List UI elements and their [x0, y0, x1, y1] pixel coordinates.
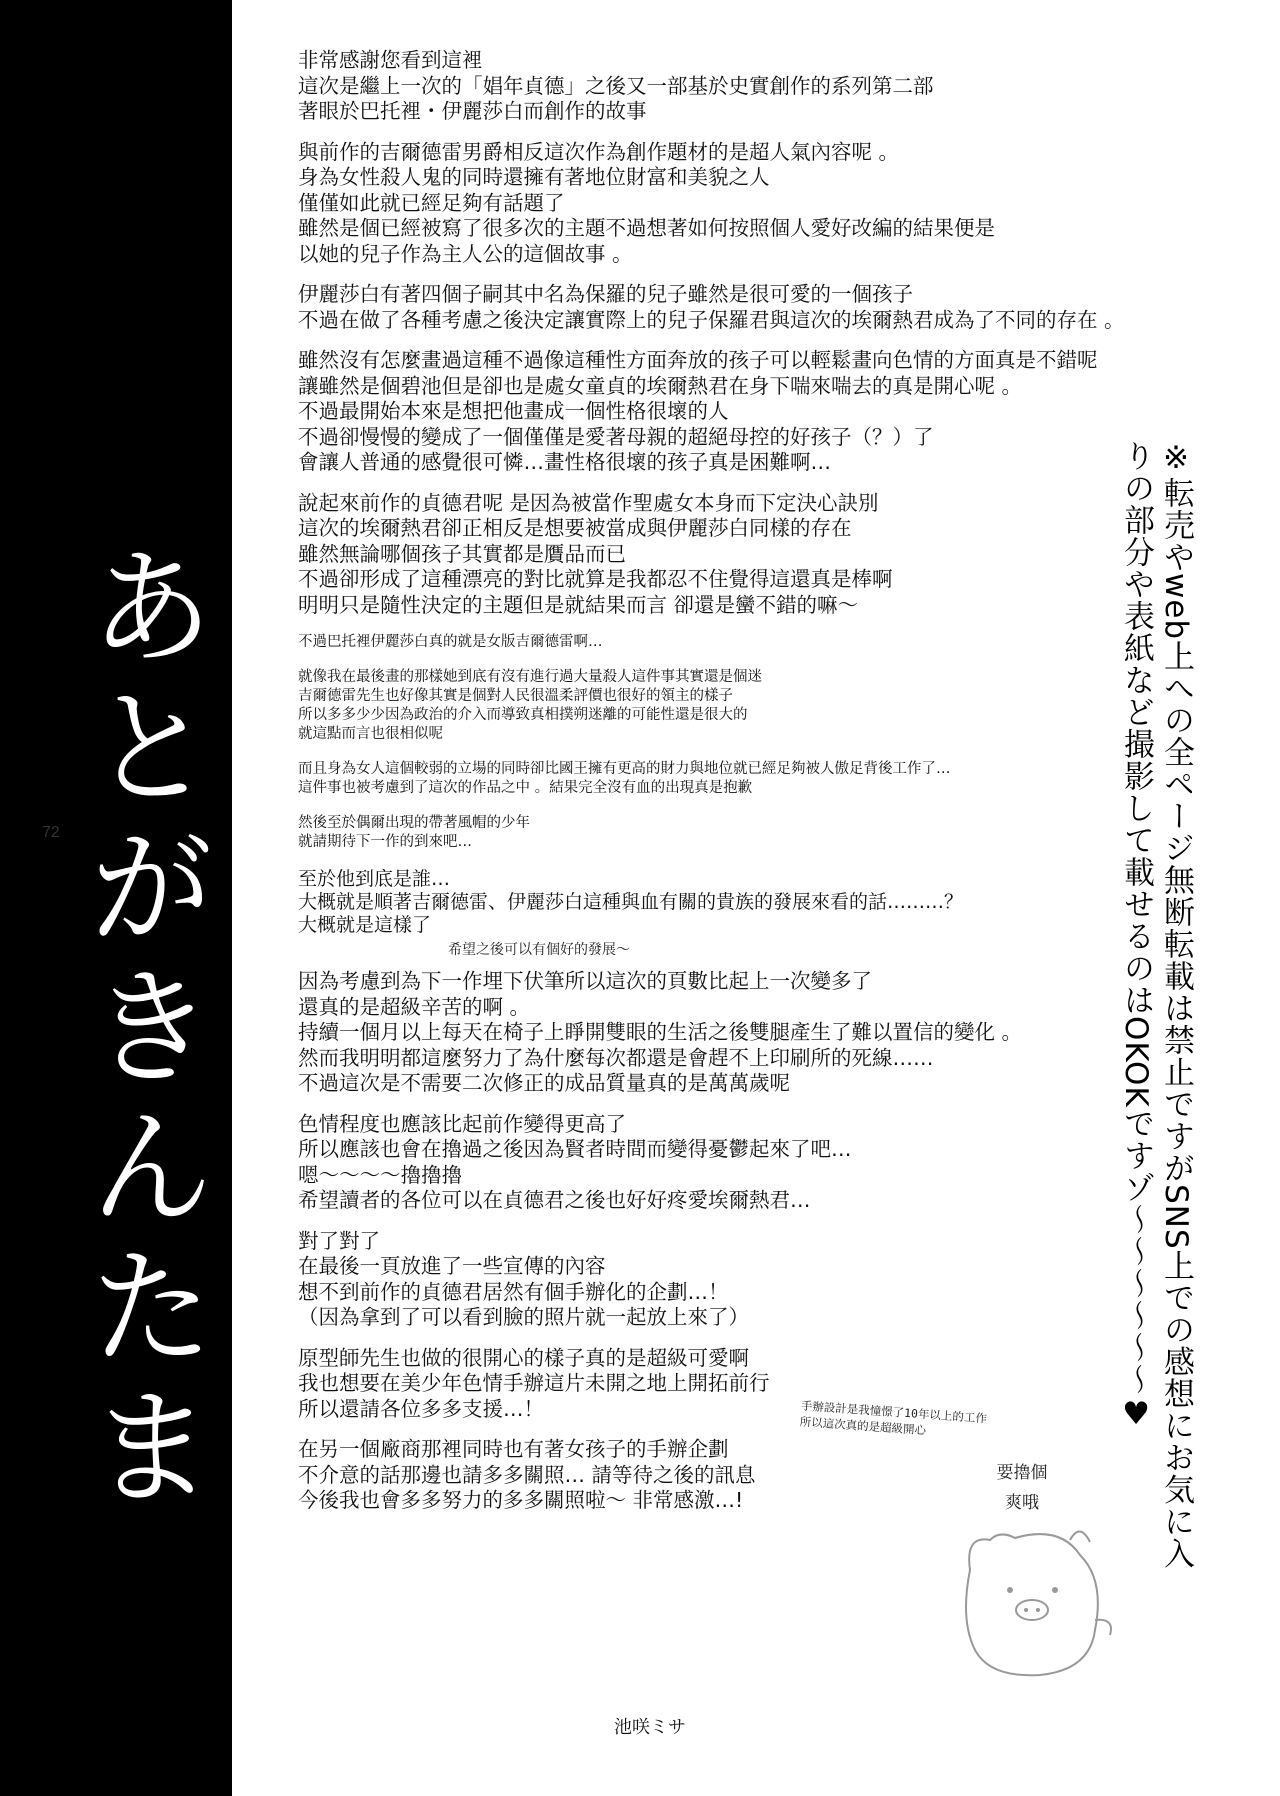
paragraph: 在另一個廠商那裡同時也有著女孩子的手辦企劃 不介意的話那邊也請多多關照… 請等待之後的訊息 今後我也會多多努力的多多關照啦～ 非常感激…!	[298, 1437, 756, 1512]
figure-handwritten-note: 手辦設計是我憧憬了10年以上的工作 所以這次真的是超級開心	[799, 1398, 988, 1438]
paragraph: 非常感謝您看到這裡 這次是繼上一次的「娼年貞德」之後又一部基於史實創作的系列第二部 著眼於巴托裡・伊麗莎白而創作的故事	[298, 48, 934, 123]
paragraph: 而且身為女人這個較弱的立場的同時卻比國王擁有更高的財力與地位就已經足夠被人傲足背後工作了… 這件事也被考慮到了這次的作品之中 。結果完全沒有血的出現真是抱歉	[298, 761, 951, 796]
paragraph: 伊麗莎白有著四個子嗣其中名為保羅的兒子雖然是很可愛的一個孩子 不過在做了各種考慮之後決定讓實際上的兒子保羅君與這次的埃爾熱君成為了不同的存在 。	[298, 282, 1125, 332]
paragraph: 因為考慮到為下一作埋下伏筆所以這次的頁數比起上一次變多了 還真的是超級辛苦的啊 。 持續一個月以上每天在椅子上睜開雙眼的生活之後雙腿產生了難以置信的變化 。 然而我明明都這麼努力了為什麼每次都還是會趕不上印刷所的死線…… 不過這次是不需要二次修正的成品質量真的是萬萬歲呢	[298, 969, 1023, 1095]
paragraph: 與前作的吉爾德雷男爵相反這次作為創作題材的是超人氣內容呢 。 身為女性殺人鬼的同時還擁有著地位財富和美貌之人 僅僅如此就已經足夠有話題了 雖然是個已經被寫了很多次的主題不過想著如何按照個人愛好改編的結果便是 以她的兒子作為主人公的這個故事 。	[298, 139, 995, 266]
paragraph: 就像我在最後畫的那樣她到底有沒有進行過大量殺人這件事其實還是個迷 吉爾德雷先生也好像其實是個對人民很溫柔評價也很好的領主的樣子 所以多多少少因為政治的介入而導致真相撲朔迷離的可能性還是很大的 就這點而言也很相似呢	[298, 669, 762, 742]
paragraph: 然後至於偶爾出現的帶著風帽的少年 就請期待下一作的到來吧…	[298, 815, 530, 850]
paragraph: 色情程度也應該比起前作變得更高了 所以應該也會在擼過之後因為賢者時間而變得憂鬱起來了吧… 嗯～～～～擼擼擼 希望讀者的各位可以在貞德君之後也好好疼愛埃爾熱君…	[298, 1111, 852, 1212]
vertical-notice: ※転売やweb上への全ページ無断転載は禁止ですがSNS上での感想にお気に入りの部分や表紙など撮影して載せるのはOKOKですゾ～～～～～～♥	[1118, 440, 1194, 1570]
paragraph: 不過巴托裡伊麗莎白真的就是女版吉爾德雷啊…	[298, 634, 603, 650]
paragraph: 對了對了 在最後一頁放進了一些宣傳的內容 想不到前作的貞德君居然有個手辦化的企劃…！ （因為拿到了可以看到臉的照片就一起放上來了）	[298, 1228, 749, 1329]
pig-mascot-drawing	[930, 1510, 1130, 1690]
author-signature: 池咲ミサ	[614, 1717, 686, 1738]
handwritten-note: 希望之後可以有個好的發展～	[448, 942, 630, 958]
paragraph: 原型師先生也做的很開心的樣子真的是超級可愛啊 我也想要在美少年色情手辦這片未開之地上開拓前行 所以還請各位多多支援…！	[298, 1345, 770, 1421]
sidebar-black-band	[0, 0, 232, 1796]
vertical-title: あとがきんたま	[66, 540, 215, 1520]
paragraph: 說起來前作的貞德君呢 是因為被當作聖處女本身而下定決心訣別 這次的埃爾熱君卻正相反是想要被當成與伊麗莎白同樣的存在 雖然無論哪個孩子其實都是贋品而已 不過卻形成了這種漂亮的對比就算是我都忍不住覺得這還真是棒啊 明明只是隨性決定的主題但是就結果而言 卻還是蠻不錯的嘛～	[298, 490, 893, 617]
page-number: 72	[42, 824, 60, 841]
paragraph: 至於他到底是誰… 大概就是順著吉爾德雷、伊麗莎白這種與血有關的貴族的發展來看的話………？ 大概就是這樣了	[298, 868, 964, 936]
speech-bubble-text: 要擼個 爽哦	[996, 1463, 1048, 1513]
paragraph: 雖然沒有怎麼畫過這種不過像這種性方面奔放的孩子可以輕鬆畫向色情的方面真是不錯呢 讓雖然是個碧池但是卻也是處女童貞的埃爾熱君在身下喘來喘去的真是開心呢 。 不過最開始本來是想把他畫成一個性格很壞的人 不過卻慢慢的變成了一個僅僅是愛著母親的超絕母控的好孩子（？）了 會讓人普通的感覺很可憐…畫性格很壞的孩子真是困難啊…	[298, 348, 1098, 474]
